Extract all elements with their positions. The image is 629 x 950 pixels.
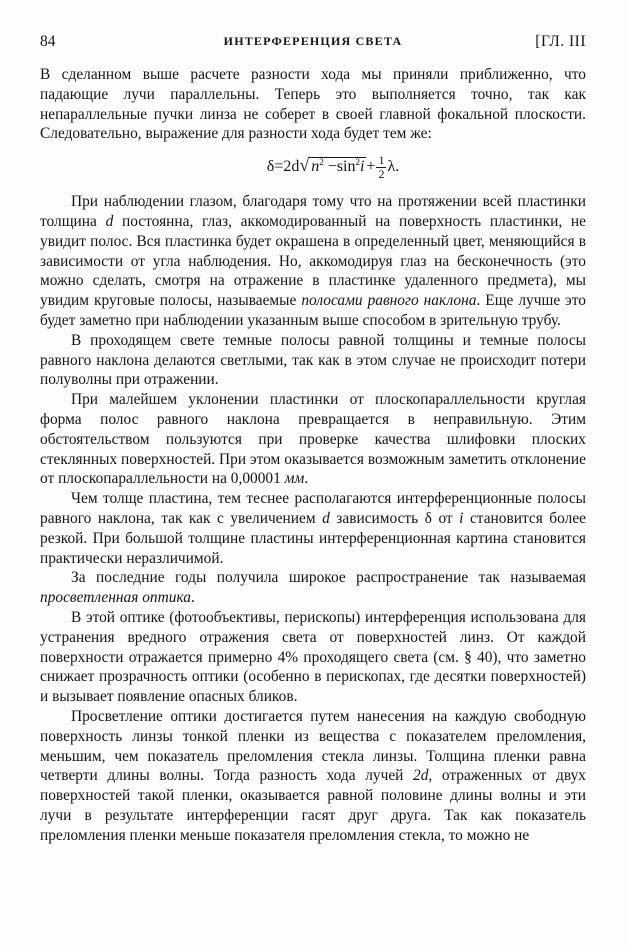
- formula-n: n: [311, 158, 320, 176]
- text-run: становится более резкой. При большой толщине пластины интерференционная картина становится практически неразличимой.: [40, 509, 586, 567]
- book-page: [40, 33, 586, 845]
- paragraph: [40, 568, 586, 608]
- page-number: 84: [40, 33, 56, 50]
- formula-lhs: δ=2d: [266, 158, 300, 176]
- paragraph: В сделанном выше расчете разности хода мы приняли приближенно, что падающие лучи параллельны. Теперь это выполняется точно, так как непараллельные пучки линза не соберет в своей главной фокальной плоскости. Следовательно, выражение для разности хода будет тем же:: [40, 66, 586, 143]
- formula-lambda: λ.: [387, 158, 400, 176]
- formula-exp-2a: 2: [319, 157, 324, 168]
- path-difference-formula: [40, 144, 586, 186]
- text-run: , отраженных от двух поверхностей такой пленки, оказывается равной половине длины волны и эти лучи в результате интерференции гасят друг друга. Так как показатель преломления пленки меньше показателя преломления стекла, то можно не: [40, 767, 586, 844]
- symbol-d: d: [105, 212, 114, 230]
- sqrt-symbol: √: [299, 155, 310, 176]
- text-run: зависимость δ от: [336, 509, 453, 527]
- text-run: .: [304, 470, 309, 488]
- paragraph: [40, 707, 586, 846]
- body-text: [40, 65, 586, 845]
- frac-denominator: 2: [378, 167, 385, 182]
- text-run: . Еще лучше это будет заметно при наблюдении указанным выше способом в зрительную трубу.: [40, 292, 586, 329]
- symbol-d: d: [322, 509, 330, 527]
- term-equal-inclination-fringes: полосами равного наклона: [301, 292, 477, 310]
- formula-radicand: [309, 157, 366, 175]
- text-run: Чем толще пластина, тем теснее располагаются интерференционные полосы равного наклона, так как с увеличением: [40, 490, 586, 527]
- text-run: При малейшем уклонении пластинки от плоскопараллельности круглая форма полос равного наклона превращается в неправильную. Этим обстоятельством пользуются при проверке качества шлифовки плоских стеклянных поверхностей. При этом оказывается возможным заметить отклонение от плоскопараллельности на 0,00001: [40, 391, 586, 488]
- running-header: [40, 33, 586, 55]
- paragraph: В проходящем свете темные полосы равной толщины и темные полосы равного наклона делаются светлыми, так как в этом случае не происходит потери полуволны при отражении.: [40, 331, 586, 389]
- frac-numerator: 1: [378, 153, 385, 168]
- running-title: ИНТЕРФЕРЕНЦИЯ СВЕТА: [223, 34, 403, 48]
- paragraph: [40, 489, 586, 568]
- term-coated-optics: просветленная оптика: [40, 589, 191, 607]
- paragraph: В этой оптике (фотообъективы, перископы) интерференция использована для устранения вредного отражения света от поверхностей линз. От каждой поверхности отражается примерно 4% проходящего света (см. § 40), что заметно снижает прозрачность оптики (особенно в перископах, где десятки поверхностей) и вызывает появление опасных бликов.: [40, 608, 586, 706]
- symbol-i: i: [459, 509, 464, 527]
- text-run: За последние годы получила широкое распространение так называемая: [71, 569, 586, 587]
- formula-plus: +: [366, 158, 376, 176]
- unit-mm: мм: [284, 470, 305, 488]
- formula-fraction: [376, 154, 386, 181]
- text-run: При наблюдении глазом, благодаря тому что на протяжении всей пластинки толщина: [40, 193, 586, 230]
- symbol-2d: 2d: [413, 767, 429, 785]
- text-run: .: [190, 589, 195, 607]
- chapter-label: [ГЛ. III: [535, 33, 586, 50]
- text-run: Просветление оптики достигается путем нанесения на каждую свободную поверхность линзы тонкой пленки из вещества с показателем преломления, меньшим, чем показатель преломления стекла линзы. Толщина пленки равна четверти длины волны. Тогда разность хода лучей: [40, 707, 586, 785]
- text-run: постоянна, глаз, аккомодированный на поверхность пластинки, не увидит полос. Вся пластинка будет окрашена в определенный цвет, меняющийся в зависимости от угла наблюдения. Но, аккомодируя глаз на бесконечность (это можно сделать, смотря на отражение в пластинке удаленного предмета), мы увидим круговые полосы, называемые: [40, 212, 586, 310]
- formula-sin: −sin: [327, 158, 356, 176]
- paragraph: [40, 390, 586, 489]
- paragraph: [40, 192, 586, 331]
- formula-exp-2b: 2: [355, 157, 360, 168]
- formula-i: i: [359, 158, 365, 176]
